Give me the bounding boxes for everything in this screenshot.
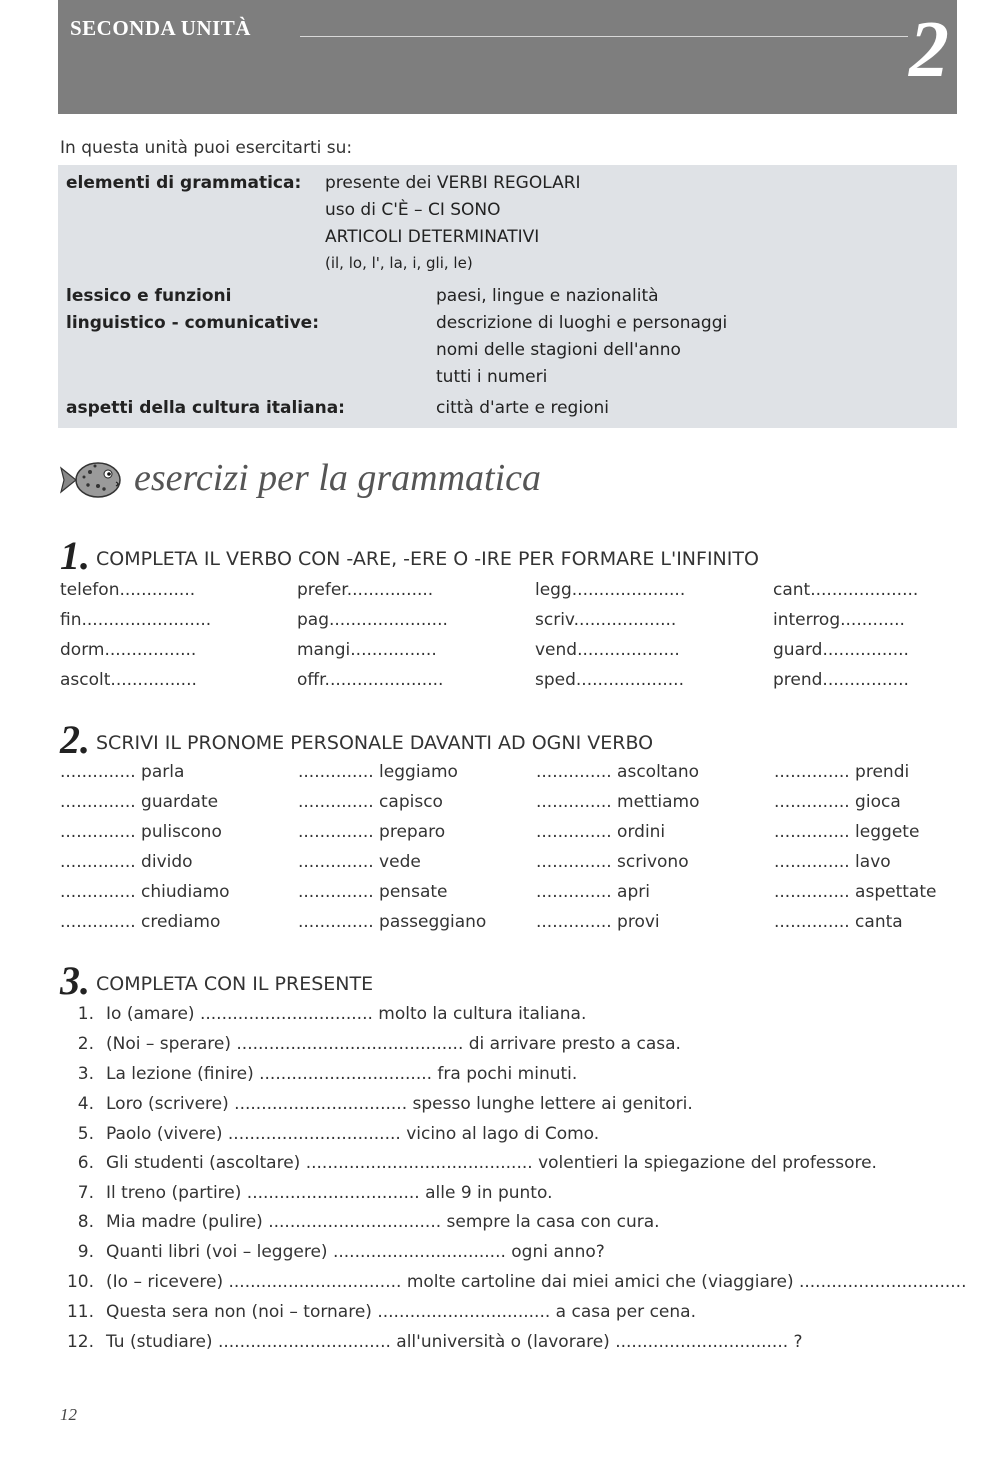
pronoun-blank[interactable]: .............. guardate [60, 792, 219, 812]
sentence-item[interactable] [60, 1302, 696, 1322]
sentence-text: (Io – ricevere) ................................ molte cartoline dai miei amici che (viaggiare) ............................... [106, 1272, 967, 1292]
item-number: 3. [77, 1064, 94, 1084]
sentence-item[interactable] [60, 1242, 605, 1262]
unit-title: SECONDA UNITÀ [70, 16, 251, 40]
grammar-item: (il, lo, l', la, i, gli, le) [325, 254, 473, 272]
pronoun-blank[interactable]: .............. capisco [298, 792, 443, 812]
sentence-item[interactable] [60, 1212, 660, 1232]
item-number: 7. [77, 1183, 94, 1203]
sentence-text: Quanti libri (voi – leggere) ................................ ogni anno? [106, 1242, 605, 1262]
lexicon-item: paesi, lingue e nazionalità [436, 286, 659, 306]
sentence-text: Io (amare) ................................ molto la cultura italiana. [106, 1004, 587, 1024]
sentence-item[interactable] [60, 1004, 586, 1024]
pronoun-blank[interactable]: .............. ordini [536, 822, 666, 842]
verb-stem[interactable]: offr...................... [297, 670, 444, 690]
pronoun-blank[interactable]: .............. passeggiano [298, 912, 487, 932]
verb-stem[interactable]: ascolt................ [60, 670, 197, 690]
sentence-item[interactable] [60, 1094, 693, 1114]
item-number: 8. [77, 1212, 94, 1232]
pronoun-blank[interactable]: .............. lavo [774, 852, 891, 872]
grammar-item: uso di C'È – CI SONO [325, 200, 501, 220]
verb-stem[interactable]: prefer................ [297, 580, 434, 600]
verb-stem[interactable]: telefon.............. [60, 580, 196, 600]
pronoun-blank[interactable]: .............. aspettate [774, 882, 937, 902]
topics-box [58, 165, 957, 428]
unit-number: 2 [909, 6, 949, 94]
exercise-instruction: COMPLETA IL VERBO CON -ARE, -ERE O -IRE PER FORMARE L'INFINITO [96, 548, 759, 570]
culture-label: aspetti della cultura italiana: [66, 398, 345, 418]
sentence-text: Loro (scrivere) ................................ spesso lunghe lettere ai genitori. [106, 1094, 693, 1114]
exercise-number: 2. [60, 717, 90, 762]
item-number: 4. [77, 1094, 94, 1114]
item-number: 1. [77, 1004, 94, 1024]
sentence-item[interactable] [60, 1183, 552, 1203]
item-number: 10. [66, 1272, 94, 1292]
sentence-text: Paolo (vivere) ................................ vicino al lago di Como. [106, 1124, 600, 1144]
exercise-1-heading [60, 532, 759, 579]
grammar-item: presente dei VERBI REGOLARI [325, 173, 581, 193]
verb-stem[interactable]: vend................... [535, 640, 680, 660]
pronoun-blank[interactable]: .............. canta [774, 912, 903, 932]
sentence-item[interactable] [60, 1034, 681, 1054]
verb-stem[interactable]: dorm................. [60, 640, 197, 660]
sentence-item[interactable] [60, 1064, 577, 1084]
pronoun-blank[interactable]: .............. ascoltano [536, 762, 700, 782]
sentence-item[interactable] [60, 1153, 877, 1173]
pronoun-blank[interactable]: .............. preparo [298, 822, 446, 842]
verb-stem[interactable]: guard................ [773, 640, 909, 660]
lexicon-label: lessico e funzioni [66, 286, 232, 306]
exercise-instruction: SCRIVI IL PRONOME PERSONALE DAVANTI AD OGNI VERBO [96, 732, 654, 754]
exercise-instruction: COMPLETA CON IL PRESENTE [96, 973, 374, 995]
pufferfish-icon [58, 456, 124, 500]
verb-stem[interactable]: interrog............ [773, 610, 905, 630]
item-number: 9. [77, 1242, 94, 1262]
verb-stem[interactable]: cant.................... [773, 580, 919, 600]
verb-stem[interactable]: sped.................... [535, 670, 684, 690]
pronoun-blank[interactable]: .............. pensate [298, 882, 448, 902]
item-number: 2. [77, 1034, 94, 1054]
grammar-label: elementi di grammatica: [66, 173, 302, 193]
intro-text: In questa unità puoi esercitarti su: [60, 138, 353, 158]
sentence-text: (Noi – sperare) .......................................... di arrivare presto a casa. [106, 1034, 681, 1054]
sentence-text: Tu (studiare) ................................ all'università o (lavorare) ................................ ? [106, 1332, 803, 1352]
sentence-text: Questa sera non (noi – tornare) ................................ a casa per cena. [106, 1302, 696, 1322]
pronoun-blank[interactable]: .............. scrivono [536, 852, 689, 872]
item-number: 5. [77, 1124, 94, 1144]
pronoun-blank[interactable]: .............. chiudiamo [60, 882, 230, 902]
sentence-text: Gli studenti (ascoltare) .......................................... volentieri la spiegazione del professore. [106, 1153, 877, 1173]
culture-item: città d'arte e regioni [436, 398, 609, 418]
sentence-text: La lezione (finire) ................................ fra pochi minuti. [106, 1064, 578, 1084]
pronoun-blank[interactable]: .............. leggiamo [298, 762, 458, 782]
verb-stem[interactable]: mangi................ [297, 640, 437, 660]
verb-stem[interactable]: legg..................... [535, 580, 686, 600]
pronoun-blank[interactable]: .............. provi [536, 912, 660, 932]
section-title: esercizi per la grammatica [134, 457, 542, 499]
pronoun-blank[interactable]: .............. leggete [774, 822, 920, 842]
sentence-item[interactable] [60, 1124, 599, 1144]
grammar-item: ARTICOLI DETERMINATIVI [325, 227, 540, 247]
pronoun-blank[interactable]: .............. divido [60, 852, 193, 872]
verb-stem[interactable]: pag...................... [297, 610, 448, 630]
sentence-item[interactable] [60, 1272, 967, 1292]
exercise-number: 3. [60, 958, 90, 1003]
pronoun-blank[interactable]: .............. mettiamo [536, 792, 700, 812]
sentence-item[interactable] [60, 1332, 803, 1352]
sentence-text: Mia madre (pulire) ................................ sempre la casa con cura. [106, 1212, 660, 1232]
unit-header-banner [58, 0, 957, 114]
pronoun-blank[interactable]: .............. gioca [774, 792, 901, 812]
item-number: 6. [77, 1153, 94, 1173]
pronoun-blank[interactable]: .............. vede [298, 852, 421, 872]
pronoun-blank[interactable]: .............. crediamo [60, 912, 221, 932]
sentence-text: Il treno (partire) ................................ alle 9 in punto. [106, 1183, 553, 1203]
lexicon-label-2: linguistico - comunicative: [66, 313, 319, 333]
lexicon-item: tutti i numeri [436, 367, 548, 387]
exercise-2-heading [60, 716, 653, 763]
verb-stem[interactable]: scriv................... [535, 610, 677, 630]
page-number: 12 [60, 1405, 77, 1424]
verb-stem[interactable]: fin........................ [60, 610, 212, 630]
pronoun-blank[interactable]: .............. puliscono [60, 822, 222, 842]
pronoun-blank[interactable]: .............. apri [536, 882, 650, 902]
pronoun-blank[interactable]: .............. prendi [774, 762, 910, 782]
exercise-3-heading [60, 957, 373, 1004]
lexicon-item: nomi delle stagioni dell'anno [436, 340, 681, 360]
verb-stem[interactable]: prend................ [773, 670, 909, 690]
lexicon-item: descrizione di luoghi e personaggi [436, 313, 728, 333]
header-rule [300, 36, 908, 37]
item-number: 11. [66, 1302, 94, 1322]
pronoun-blank[interactable]: .............. parla [60, 762, 185, 782]
exercise-number: 1. [60, 533, 90, 578]
item-number: 12. [66, 1332, 94, 1352]
